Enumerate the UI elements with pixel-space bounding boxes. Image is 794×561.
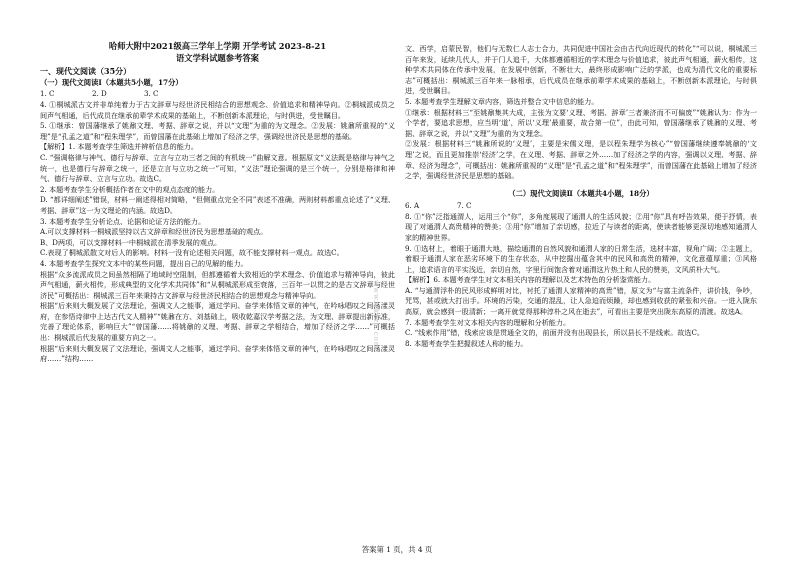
section-heading: 一、现代文阅读（35分）	[40, 66, 132, 76]
answer-paragraph: A. “与通渭浮朴的民风形成鲜明对比，衬托了通渭人家精神的高贵”错，原文为“与富主流条件，讲价钱，争吵，咒骂，甚或就大打出手。环境的污染，交通的混乱，让人急迫而烦躁，却也感到收获的紧张和兴奋。一进入陇东高原，就会感到一股清新；一离开就觉得那种淳朴之风在逝去”，可看出主要是突出陇东高原的清渡。故选A。	[405, 285, 757, 317]
answer-paragraph: B、D两项，可以支撑材料一中桐城派在清季发展的观点。	[40, 237, 222, 247]
left-column	[40, 40, 395, 365]
answer-paragraph: C.表现了桐城派散文对后人的影响。材料一没有论述相关问题，故不能支撑材料一观点。故选C。	[40, 248, 344, 258]
answer-paragraph: 【解析】1. 本题考查学生筛选并辨析信息的能力。	[40, 142, 198, 152]
answer-paragraph: 5. ①继承：曾国藩继承了姚鼐文理、考据、辞章之说，并以“文理”为重的为文理念。②发展：姚鼐所重视的“义理”是“孔孟之道”和“程朱理学”，而曾国藩在此基础上增加了经济之学，强调经世济民是思想的基础。	[40, 121, 395, 141]
answer-item: 6. A	[405, 200, 420, 210]
mcq-answers	[40, 88, 395, 100]
subsection-heading: （一）现代文阅读Ⅰ（本题共5小题，17分）	[40, 78, 183, 87]
answer-item: 7. C	[457, 200, 472, 210]
mcq-answers	[405, 200, 757, 212]
answer-paragraph: 5. 本题考查学生理解文章内容，筛选并整合文中信息的能力。	[405, 96, 599, 106]
answer-paragraph: D. “都详细阐述”错误，材料一阐述得相对简略，“但侧重点完全不同”表述不准确，两则材料都重点论述了“义理、考据、辞章”这一为文理论的内涵。故选D。	[40, 195, 395, 215]
page-subtitle: 语文学科试题参考答案	[176, 53, 259, 63]
page-footer: 答案第 1 页，共 4 页	[361, 545, 433, 554]
page-title: 哈师大附中2021级高三学年上学期 开学考试 2023-8-21	[108, 41, 327, 51]
answer-paragraph: 9. ①选材上，着眼于通渭大地，描绘通渭的自然风貌和通渭人家的日常生活，选材丰富，视角广阔；②主题上，着眼于通渭人家在恶劣环境下的生存状态，从中挖掘出蕴含其中的民风和高贵的精神，文化意蕴厚重；③风格上，追求语言的平实浅近，亲切自然，字里行间饱含着对通渭这片热土和人民的赞美，文风质朴大气。	[405, 243, 757, 274]
answer-paragraph: C. “强调格律与神气、德行与辞章、立言与立功三者之间的有机统一”曲解文意。根据原文“义法既是格律与神气之统一，也是德行与辞章之统一，还是立言与立功之统一”可知，“义法”理论强调的是三个统一，分别是格律和神气、德行与辞章、立言与立功。故选C。	[40, 152, 395, 184]
answer-item: 2. D	[92, 89, 107, 98]
answer-paragraph: 根据“后来则大概发展了文法理论，强调文人之能事，通过学问、奋学来体悟文章的神气，在吟咏唱叹之间荡漾灵府……”结构……	[40, 343, 395, 364]
answer-paragraph: 根据“众多流派成员之间虽然相隔了地域时空阻制，但都遵循着大致相近的学术理念、价值追求与精神导向，彼此声气相通，薪火相传，形成典型的文化学术共同体”和“从桐城派形成至衰落，三百年一以贯之的是古文辞章与经世济民”可概括出：桐城派三百年来秉持古文辞章与经世济民相结合的思想观念与精神导向。	[40, 269, 395, 300]
answer-paragraph: 7. 本题考查学生对文本相关内容的理解和分析能力。	[405, 317, 571, 327]
answer-paragraph: ②发展：根据材料三“姚鼐所说的‘义理’，主要是宋儒义理，是以程朱理学为核心”“曾国藩继续遵奉姚鼐的‘文理’之说，而且更加推崇‘经济’之学，在义理、考据、辞章之外……加了经济之学的内容，强调以义理、考据、辞章、经济为理念”，可概括出：姚鼐所重视的“义理”是“孔孟之道”和“程朱理学”，而曾国藩在此基础上增加了经济之学，强调经世济民是思想的基础。	[405, 139, 757, 181]
subsection-heading: （二）现代文阅读Ⅱ（本题共4小题，18分）	[508, 188, 654, 198]
answer-paragraph: C. “线索作用”错，线索应该是贯通全文的，前面并没有出现县长，所以县长不是线索。故选C。	[405, 328, 705, 338]
right-column	[405, 44, 757, 349]
answer-paragraph: 4. 本题考查学生探究文本中的某些问题，提出自己的见解的能力。	[40, 258, 248, 268]
answer-paragraph: 4. ①桐城派古文并非单纯着力于古文辞章与经世济民相结合的思想观念、价值追求和精神导向。②桐城派成员之间声气相通，后代成员在继承前辈学术成果的基础上，不断创新本派理论，与时俱进，受世瞩目。	[40, 100, 395, 120]
answer-item: 1. C	[40, 89, 55, 98]
answer-paragraph: 【解析】6. 本题考查学生对文本相关内容的理解以及艺术特色的分析鉴赏能力。	[405, 275, 656, 285]
answer-paragraph: 文、西学，启蒙民智，他们与无数仁人志士合力，共同促进中国社会由古代向近现代的转化”“可以说，桐城派三百年来发，延续几代人，并于门人追千，大体都遵循相近的学术理念与价值追求，彼此声气相通，薪火相传，这种学术共同体在传承中发展，在发展中创新，不断壮大，最终形成影响广泛的学派，也成为清代文化的重要标志”可概括出：桐城派三百年来一脉相承，后代成员在继承前辈学术成果的基础上，不断创新本派理论，与时俱进，受世瞩目。	[405, 44, 757, 96]
answer-paragraph: 3. 本题考查学生分析论点、论据和论证方法的能力。	[40, 216, 206, 226]
watermark: www.gkzzx.com	[372, 280, 380, 350]
answer-paragraph: 8. ①“你”泛指通渭人，运用三个“你”，多角度展现了通渭人的生活风貌；②用“你”具有呼告效果，便于抒情，表现了对通渭人高贵精神的赞美；③用“你”增加了亲切感，拉近了与读者的距离，使读者能够更深切地感知通渭人家的精神世界。	[405, 211, 757, 242]
answer-item: 3. C	[144, 89, 159, 98]
answer-paragraph: 根据“后来则大概发展了文法理论，强调文人之能事，通过学问、奋学来体悟文章的神气，在吟咏唱叹之间荡漾灵府，在参悟诗律中上达古代文人精神”“姚鼐在方、刘基础上，吸收乾嘉汉学考据之法，为文理、辞章提出新标准，完善了理论体系，影响巨大”“曾国藩……将姚鼐的义理、考据、辞章之学相结合，增加了经济之学……”可概括出：桐城派后代发展的重要方向之一。	[40, 301, 395, 343]
answer-paragraph: ①继承：根据材料三“至姚鼐集其大成，主张为文要‘义理、考据、辞章’三者兼济而不可偏废”“姚鼐认为：作为一个学者，要追求思想，应当明‘道’，所以‘义理’最重要，故合第一位”，由此可知，曾国藩继承了姚鼐的义理、考据、辞章之说，并以“文理”为重的为文理念。	[405, 107, 757, 138]
answer-paragraph: 8. 本题考查学生把握叙述人称的能力。	[405, 338, 528, 348]
answer-paragraph: A.可以支撑材料一桐城派坚持以古文辞章和经世济民为思想基础的观点。	[40, 227, 268, 237]
answer-paragraph: 2. 本题考查学生分析概括作者在文中的观点态度的能力。	[40, 184, 220, 194]
